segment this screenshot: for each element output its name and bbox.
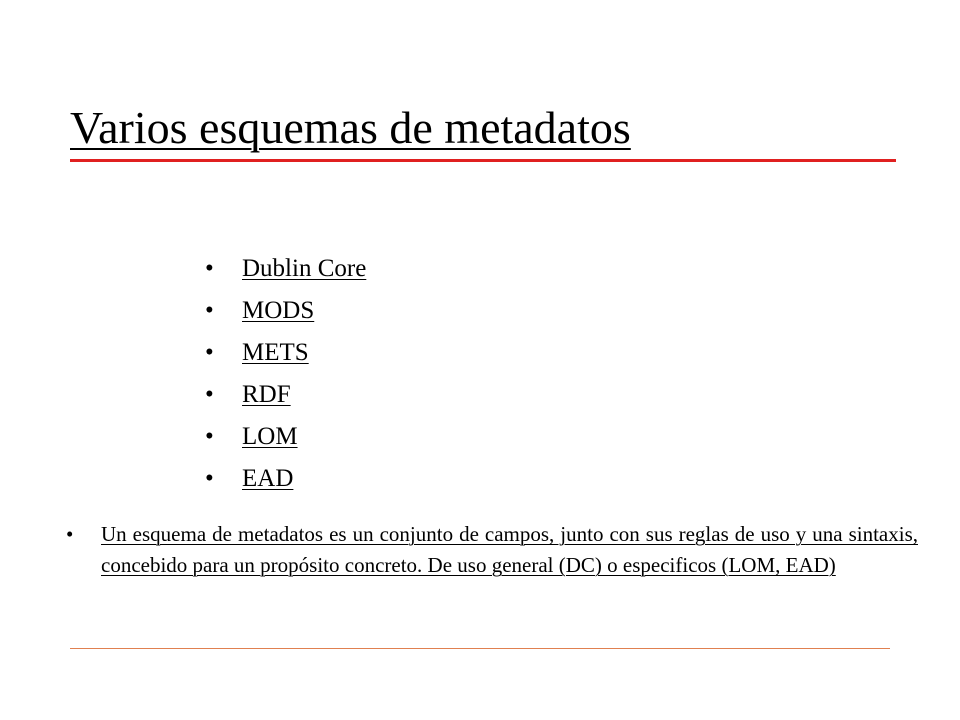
bullet-icon: • [205,381,214,408]
bullet-icon: • [205,339,214,366]
bullet-icon: • [205,423,214,450]
link-mets[interactable]: METS [242,339,309,366]
list-item-lom [205,416,366,458]
link-lom[interactable]: LOM [242,423,298,450]
list-item-mods [205,290,366,332]
list-item-dublin-core [205,248,366,290]
list-item-ead [205,458,366,500]
metadata-schemes-list [205,248,366,500]
title-underline-rule [70,159,896,162]
link-mods[interactable]: MODS [242,297,315,324]
slide-title: Varios esquemas de metadatos [70,102,631,153]
link-rdf[interactable]: RDF [242,381,291,408]
definition-text[interactable]: Un esquema de metadatos es un conjunto de campos, junto con sus reglas de uso y una sintaxis, concebido para un propósito concreto. De uso general (DC) o especificos (LOM, EAD) [101,522,918,577]
bullet-icon: • [205,297,214,324]
bullet-icon: • [205,465,214,492]
list-item-mets [205,332,366,374]
definition-paragraph [66,519,918,581]
list-item-rdf [205,374,366,416]
bullet-icon: • [66,522,74,546]
link-ead[interactable]: EAD [242,465,294,492]
link-dublin-core[interactable]: Dublin Core [242,255,367,282]
footer-rule [70,648,890,649]
bullet-icon: • [205,255,214,282]
